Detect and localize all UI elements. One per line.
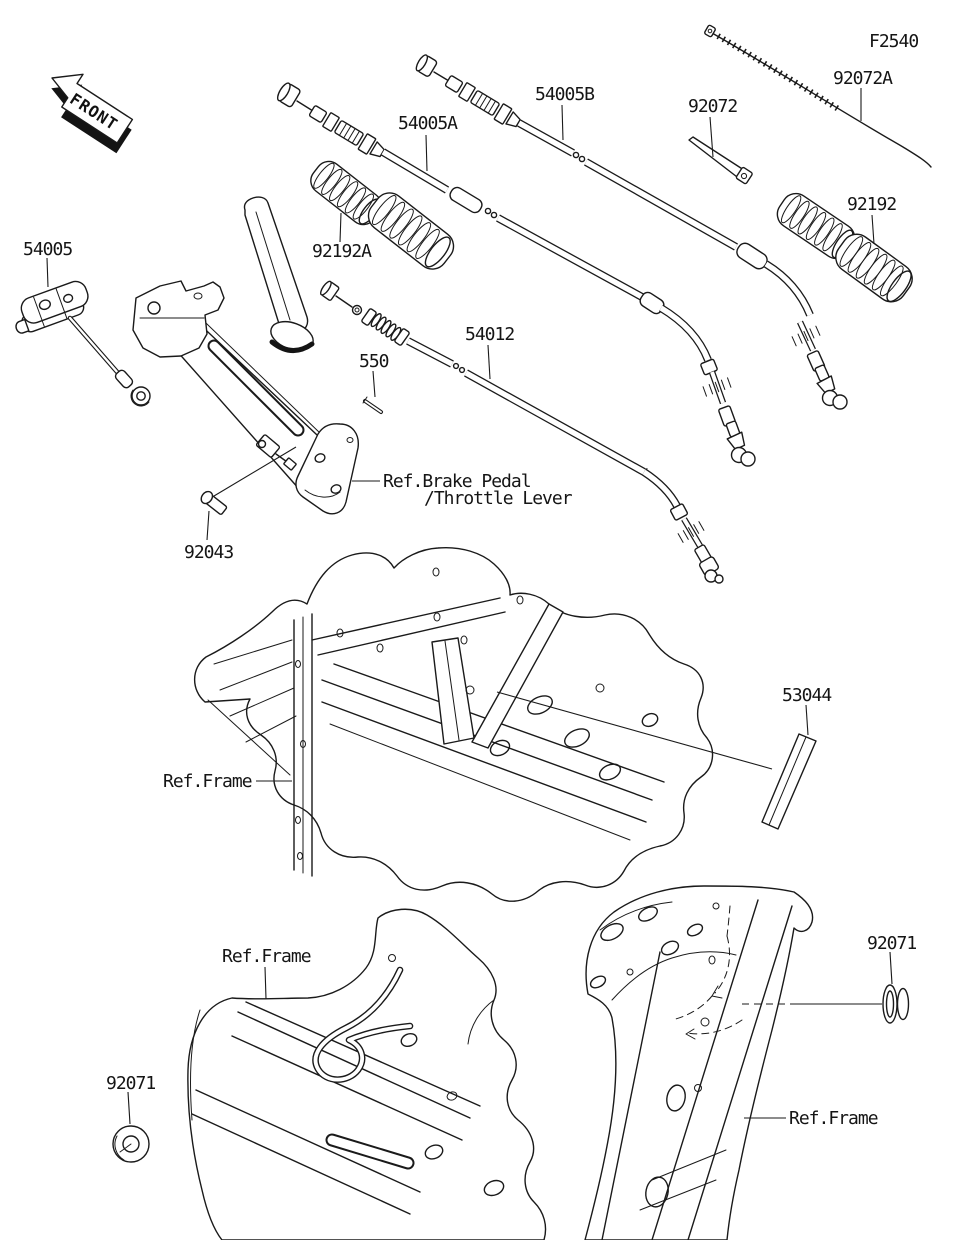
part-label-54005: 54005 (23, 239, 73, 260)
ref-brake-pedal-label-line2: /Throttle Lever (424, 488, 572, 509)
ref-frame-label-bottom-left: Ref.Frame (222, 946, 311, 967)
front-direction-marker (37, 61, 143, 153)
frame-mid-illustration (195, 548, 713, 902)
part-label-92192a: 92192A (312, 241, 372, 262)
part-92071-grommet-right (883, 985, 909, 1023)
part-label-550: 550 (359, 351, 389, 372)
part-550-pin (363, 397, 381, 412)
part-label-92072: 92072 (688, 96, 738, 117)
part-label-54005a: 54005A (398, 113, 458, 134)
lever-grip (244, 197, 317, 356)
part-54005b-cable (414, 53, 847, 409)
frame-bottom-right-illustration (585, 886, 882, 1240)
part-92043-bolt (199, 489, 228, 516)
part-label-92071-left: 92071 (106, 1073, 156, 1094)
part-54012-cable (319, 280, 723, 583)
part-54005-joint (8, 278, 150, 406)
part-label-92043: 92043 (184, 542, 234, 563)
ref-frame-label-bottom-right: Ref.Frame (789, 1108, 878, 1129)
part-92071-grommet-left (113, 1126, 149, 1162)
part-label-54012: 54012 (465, 324, 515, 345)
part-label-53044: 53044 (782, 685, 832, 706)
part-label-54005b: 54005B (535, 84, 595, 105)
part-92072-cable-tie (689, 137, 753, 184)
part-54005a-cable (275, 81, 755, 466)
part-label-92072a: 92072A (833, 68, 893, 89)
ref-frame-label-mid: Ref.Frame (163, 771, 252, 792)
ref-brake-pedal-label-line1: Ref.Brake Pedal (383, 471, 531, 492)
part-label-92192: 92192 (847, 194, 897, 215)
part-label-92071-right: 92071 (867, 933, 917, 954)
front-label: FRONT (66, 89, 122, 135)
figure-code-label: F2540 (869, 31, 919, 52)
